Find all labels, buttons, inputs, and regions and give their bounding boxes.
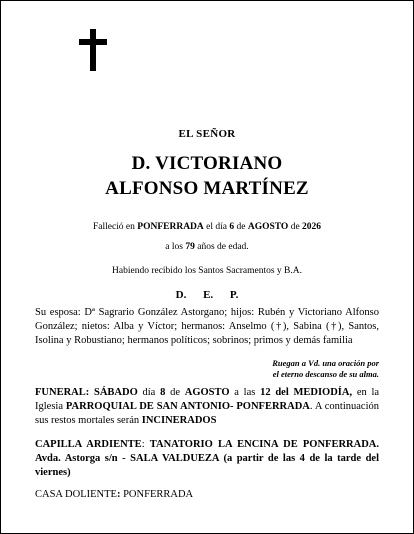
rip-abbreviation: D. E. P.: [175, 289, 239, 301]
honorific-title: EL SEÑOR: [178, 128, 236, 140]
death-prefix: Falleció en: [92, 222, 135, 232]
family-list: Su esposa: Dª Sagrario González Astorgano; hijos: Rubén y Victoriano Alfonso González; nietos: Alba y Víctor; hermanos: Anselmo (†), Sabina (†), Santos, Isolina y Robustiano; hermanos políticos; sobrinos; primos y demás familia: [35, 307, 379, 346]
funeral-label: FUNERAL:: [35, 387, 90, 398]
funeral-disposal: INCINERADOS: [141, 415, 217, 426]
funeral-text-5: . A continuación sus restos mortales serán: [35, 401, 379, 426]
name-line-1: D. VICTORIANO: [131, 153, 283, 174]
death-day: 6: [229, 222, 235, 232]
mourning-house-place: PONFERRADA: [123, 489, 194, 500]
deceased-name: [1, 151, 413, 201]
age-suffix: años de edad.: [197, 242, 249, 252]
mourning-house-info: [35, 488, 379, 502]
chapel-separator: :: [141, 439, 150, 450]
age-years: 79: [185, 242, 195, 252]
funeral-date-month: AGOSTO: [184, 387, 230, 398]
funeral-text-3: a las: [234, 387, 256, 398]
death-month: AGOSTO: [247, 222, 289, 232]
age-line: [1, 242, 413, 252]
name-line-2: ALFONSO MARTÍNEZ: [105, 178, 309, 199]
death-year: 2026: [302, 222, 322, 232]
mourning-house-separator: :: [116, 489, 124, 500]
mourning-house-label: CASA DOLIENTE: [35, 489, 117, 500]
death-place: PONFERRADA: [137, 222, 204, 232]
sacraments-line: Habiendo recibido los Santos Sacramentos y B.A.: [112, 266, 302, 276]
funeral-info: [35, 386, 379, 428]
chapel-location: TANATORIO LA ENCINA DE PONFERRADA. Avda. Astorga s/n - SALA VALDUEZA (a partir de las 4 de la tarde del viernes): [35, 439, 379, 478]
death-de: de: [236, 222, 246, 232]
funeral-day: SÁBADO: [94, 387, 138, 398]
prayer-request: [229, 358, 379, 380]
death-notice: [1, 222, 413, 232]
funeral-text-4: en la Iglesia: [35, 387, 380, 412]
funeral-church: PARROQUIAL DE SAN ANTONIO- PONFERRADA: [65, 401, 310, 412]
chapel-label: CAPILLA ARDIENTE: [35, 439, 142, 450]
prayer-line-1: Ruegan a Vd. una oración por: [272, 358, 379, 368]
death-mid: el día: [206, 222, 227, 232]
age-prefix: a los: [165, 242, 183, 252]
cross-icon: [79, 29, 107, 71]
funeral-text-1: día: [142, 387, 156, 398]
funeral-date-num: 8: [160, 387, 166, 398]
funeral-text-2: de: [170, 387, 181, 398]
funeral-time: 12 del MEDIODÍA,: [260, 387, 353, 398]
chapel-info: [35, 438, 379, 480]
prayer-line-2: el eterno descanso de su alma.: [272, 369, 379, 379]
death-de2: de: [290, 222, 300, 232]
